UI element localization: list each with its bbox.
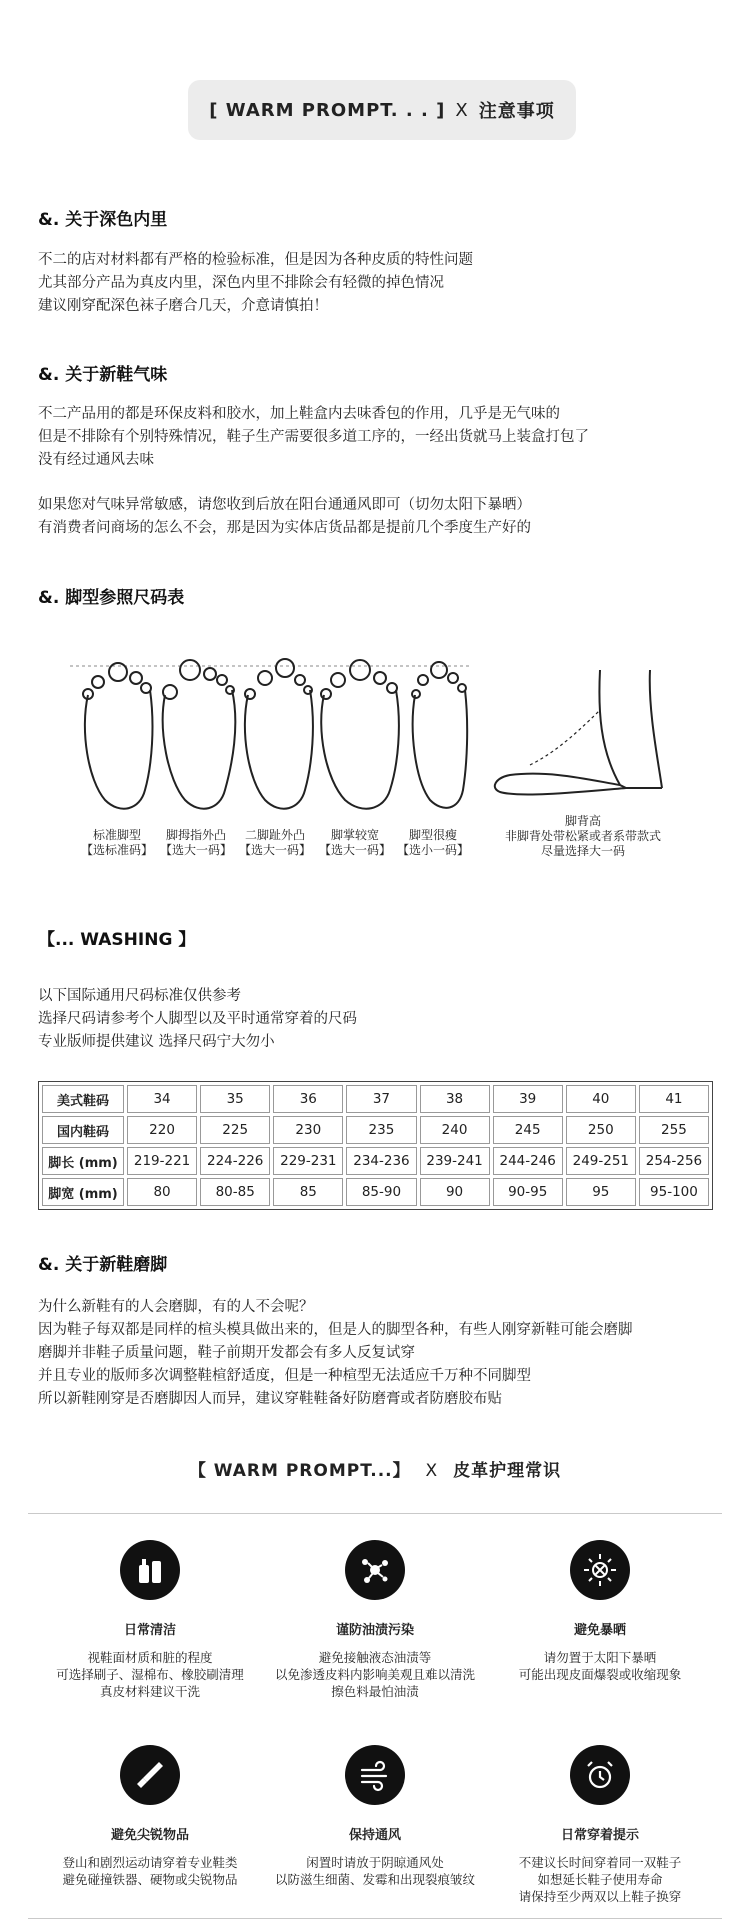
table-cell: 39 — [493, 1085, 563, 1113]
foot-label-standard: 标准脚型 【选标准码】 — [80, 828, 153, 857]
text-line: 并且专业的版师多次调整鞋楦舒适度，但是一种楦型无法适应千万种不同脚型 — [38, 1368, 531, 1384]
table-cell: 36 — [273, 1085, 343, 1113]
care-item-daily-wear: 日常穿着提示 不建议长时间穿着同一双鞋子 如想延长鞋子使用寿命 请保持至少两双以上鞋子换穿 — [480, 1745, 720, 1905]
text-line: 建议刚穿配深色袜子磨合几天，介意请慎拍！ — [38, 298, 328, 314]
foot-wide-icon — [321, 660, 399, 809]
warm-prompt-title: 注意事项 — [478, 101, 555, 122]
section-title-washing: 【... WASHING 】 — [38, 930, 196, 950]
table-cell: 234-236 — [346, 1147, 416, 1175]
table-cell: 229-231 — [273, 1147, 343, 1175]
text-line: 以下国际通用尺码标准仅供参考 — [38, 988, 241, 1004]
table-cell: 90 — [420, 1178, 490, 1206]
table-cell: 254-256 — [639, 1147, 709, 1175]
text-line: 为什么新鞋有的人会磨脚，有的人不会呢？ — [38, 1299, 314, 1315]
foot-shape-diagram — [60, 650, 700, 830]
foot-label-wide: 脚掌较宽 【选大一码】 — [318, 828, 391, 857]
table-cell: 85-90 — [346, 1178, 416, 1206]
table-cell: 249-251 — [566, 1147, 636, 1175]
text-line: 不二产品用的都是环保皮料和胶水，加上鞋盒内去味香包的作用，几乎是无气味的 — [38, 406, 560, 422]
text-line: 磨脚并非鞋子质量问题，鞋子前期开发都会有多人反复试穿 — [38, 1345, 415, 1361]
foot-second-toe-icon — [245, 659, 313, 809]
text-line: 因为鞋子每双都是同样的楦头模具做出来的，但是人的脚型各种，有些人刚穿新鞋可能会磨脚 — [38, 1322, 633, 1338]
table-cell: 240 — [420, 1116, 490, 1144]
care-item-oil: 谨防油渍污染 避免接触液态油渍等 以免渗透皮料内影响美观且难以清洗 擦色料最怕油渍 — [255, 1540, 495, 1700]
table-cell: 40 — [566, 1085, 636, 1113]
size-table — [38, 1081, 713, 1210]
section-text-new-shoe-smell — [38, 403, 589, 472]
table-row-header: 国内鞋码 — [42, 1116, 124, 1144]
table-cell: 38 — [420, 1085, 490, 1113]
table-cell: 35 — [200, 1085, 270, 1113]
table-row — [42, 1147, 709, 1175]
knife-icon — [120, 1745, 180, 1805]
foot-standard-icon — [83, 663, 152, 809]
table-cell: 219-221 — [127, 1147, 197, 1175]
care-item-sharp: 避免尖锐物品 登山和剧烈运动请穿着专业鞋类 避免碰撞铁器、硬物或尖锐物品 — [30, 1745, 270, 1888]
table-row — [42, 1116, 709, 1144]
care-item-cleaning: 日常清洁 视鞋面材质和脏的程度 可选择刷子、湿棉布、橡胶刷清理 真皮材料建议干洗 — [30, 1540, 270, 1700]
table-cell: 95 — [566, 1178, 636, 1206]
care-item-sun: 避免暴晒 请勿置于太阳下暴晒 可能出现皮面爆裂或收缩现象 — [480, 1540, 720, 1683]
table-row-header: 美式鞋码 — [42, 1085, 124, 1113]
table-cell: 250 — [566, 1116, 636, 1144]
foot-label-slim: 脚型很瘦 【选小一码】 — [396, 828, 469, 857]
foot-bunion-icon — [163, 660, 236, 809]
table-cell: 34 — [127, 1085, 197, 1113]
care-item-ventilation: 保持通风 闲置时请放于阴晾通风处 以防滋生细菌、发霉和出现裂痕皱纹 — [255, 1745, 495, 1888]
oil-stain-icon — [345, 1540, 405, 1600]
table-row-header: 脚长 (mm) — [42, 1147, 124, 1175]
table-cell: 224-226 — [200, 1147, 270, 1175]
text-line: 不二的店对材料都有严格的检验标准，但是因为各种皮质的特性问题 — [38, 252, 473, 268]
table-cell: 80-85 — [200, 1178, 270, 1206]
text-line: 尤其部分产品为真皮内里，深色内里不排除会有轻微的掉色情况 — [38, 275, 444, 291]
foot-slim-icon — [412, 662, 467, 808]
text-line: 所以新鞋刚穿是否磨脚因人而异，建议穿鞋鞋备好防磨膏或者防磨胶布贴 — [38, 1391, 502, 1407]
table-cell: 41 — [639, 1085, 709, 1113]
text-line: 有消费者问商场的怎么不会，那是因为实体店货品都是提前几个季度生产好的 — [38, 520, 531, 536]
table-row — [42, 1178, 709, 1206]
bottom-divider — [28, 1918, 722, 1919]
text-line: 但是不排除有个别特殊情况，鞋子生产需要很多道工序的，一经出货就马上装盒打包了 — [38, 429, 589, 445]
section-title-new-shoe-smell: &. 关于新鞋气味 — [38, 365, 168, 385]
section-text-dark-lining — [38, 249, 473, 318]
foot-high-instep-icon — [495, 670, 662, 795]
warm-prompt-x: X — [455, 99, 469, 121]
section-text-new-shoe-smell-2 — [38, 494, 531, 540]
text-line: 如果您对气味异常敏感，请您收到后放在阳台通通风即可（切勿太阳下暴晒） — [38, 497, 531, 513]
table-cell: 244-246 — [493, 1147, 563, 1175]
table-row-header: 脚宽 (mm) — [42, 1178, 124, 1206]
table-cell: 239-241 — [420, 1147, 490, 1175]
section-title-foot-size-chart: &. 脚型参照尺码表 — [38, 588, 185, 608]
cleaning-bottles-icon — [120, 1540, 180, 1600]
table-cell: 235 — [346, 1116, 416, 1144]
table-cell: 245 — [493, 1116, 563, 1144]
table-cell: 85 — [273, 1178, 343, 1206]
table-cell: 230 — [273, 1116, 343, 1144]
table-cell: 80 — [127, 1178, 197, 1206]
table-row — [42, 1085, 709, 1113]
foot-label-second-toe: 二脚趾外凸 【选大一码】 — [238, 828, 311, 857]
section-title-new-shoe-rubbing: &. 关于新鞋磨脚 — [38, 1255, 168, 1275]
table-cell: 95-100 — [639, 1178, 709, 1206]
warm-prompt-title-2: 皮革护理常识 — [453, 1461, 562, 1481]
table-cell: 37 — [346, 1085, 416, 1113]
divider — [28, 1513, 722, 1514]
foot-label-bunion: 脚拇指外凸 【选大一码】 — [159, 828, 232, 857]
warm-prompt-x-2: X — [425, 1461, 439, 1481]
warm-prompt-label-2: 【 WARM PROMPT...】 — [188, 1461, 411, 1481]
table-cell: 225 — [200, 1116, 270, 1144]
section-text-new-shoe-rubbing — [38, 1296, 633, 1411]
warm-prompt-leather-care — [0, 1456, 750, 1481]
sun-blocked-icon — [570, 1540, 630, 1600]
table-cell: 90-95 — [493, 1178, 563, 1206]
foot-label-high-instep: 脚背高 非脚背处带松紧或者系带款式 尽量选择大一码 — [504, 814, 661, 858]
alarm-clock-icon — [570, 1745, 630, 1805]
table-cell: 255 — [639, 1116, 709, 1144]
warm-prompt-banner — [188, 80, 576, 140]
section-title-dark-lining: &. 关于深色内里 — [38, 210, 168, 230]
text-line: 专业版师提供建议 选择尺码宁大勿小 — [38, 1034, 275, 1050]
table-cell: 220 — [127, 1116, 197, 1144]
warm-prompt-label: [ WARM PROMPT. . . ] — [209, 99, 446, 121]
wind-icon — [345, 1745, 405, 1805]
section-text-washing — [38, 985, 357, 1054]
text-line: 没有经过通风去味 — [38, 452, 154, 468]
text-line: 选择尺码请参考个人脚型以及平时通常穿着的尺码 — [38, 1011, 357, 1027]
